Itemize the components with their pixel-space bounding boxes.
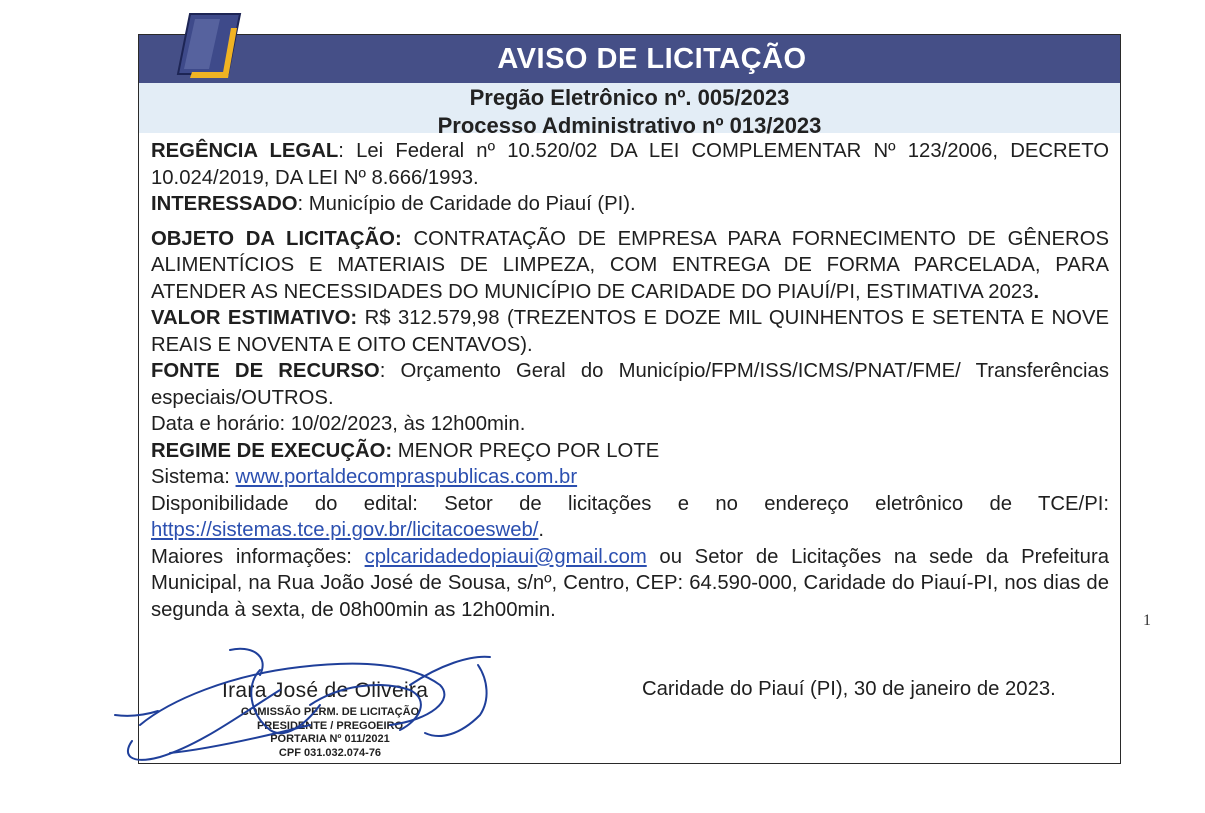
signatory-name: Irara José de Oliveira <box>222 679 429 702</box>
signatory-line: PORTARIA Nº 011/2021 <box>270 733 390 745</box>
notice-title: AVISO DE LICITAÇÃO <box>139 35 1120 83</box>
email-link[interactable]: cplcaridadedopiaui@gmail.com <box>364 545 647 568</box>
objeto-end: . <box>1033 280 1040 303</box>
valor-estimativo <box>151 305 1109 358</box>
page-number: 1 <box>1143 612 1151 629</box>
signatory-line: PRESIDENTE / PREGOEIRO <box>256 719 404 732</box>
objeto-text: CONTRATAÇÃO DE EMPRESA PARA FORNECIMENTO DE GÊNEROS ALIMENTÍCIOS E MATERIAIS DE LIMPEZA, COM ENTREGA DE FORMA PARCELADA, PARA ATENDER AS NECESSIDADES DO MUNICÍPIO DE CARIDADE DO PIAUÍ/PI, ESTIMATIVA 2023 <box>151 227 1109 303</box>
fonte-recurso <box>151 358 1109 411</box>
disponibilidade-edital <box>151 491 1109 544</box>
sistema-label: Sistema: <box>151 466 236 488</box>
interessado-label: INTERESSADO <box>151 193 298 215</box>
sistema-link[interactable]: www.portaldecompraspublicas.com.br <box>235 466 578 488</box>
signatory-line: CPF 031.032.074-76 <box>278 746 382 759</box>
regime-label: REGIME DE EXECUÇÃO: <box>151 439 393 462</box>
interessado-text: : Município de Caridade do Piauí (PI). <box>297 193 636 215</box>
processo-number: Processo Administrativo nº 013/2023 <box>437 113 822 138</box>
maiores-informacoes <box>151 544 1109 624</box>
objeto-licitacao <box>151 226 1109 306</box>
pregao-number: Pregão Eletrônico nº. 005/2023 <box>469 85 790 110</box>
maiores-label: Maiores informações: <box>151 545 365 568</box>
tce-link[interactable]: https://sistemas.tce.pi.gov.br/licitacoesweb/ <box>151 519 539 541</box>
regime-text: MENOR PREÇO POR LOTE <box>392 439 660 462</box>
maiores-text: ou Setor de Licitações na sede da Prefeitura Municipal, na Rua João José de Sousa, s/nº, Centro, CEP: 64.590-000, Caridade do Piauí-PI, nos dias de segunda à sexta, de 08h00min as 12h00min. <box>151 545 1109 621</box>
valor-text: R$ 312.579,98 (TREZENTOS E DOZE MIL QUINHENTOS E SETENTA E NOVE REAIS E NOVENTA E OITO CENTAVOS). <box>151 307 1110 356</box>
sistema <box>151 464 1109 491</box>
dateline: Caridade do Piauí (PI), 30 de janeiro de 2023. <box>642 678 1056 700</box>
notice-body <box>151 138 1109 623</box>
data-horario: Data e horário: 10/02/2023, às 12h00min. <box>151 413 526 435</box>
regencia-label: REGÊNCIA LEGAL <box>151 140 339 162</box>
objeto-label: OBJETO DA LICITAÇÃO: <box>151 227 402 250</box>
regime-execucao <box>151 438 1109 465</box>
fonte-label: FONTE DE RECURSO <box>151 360 380 382</box>
regencia-legal <box>151 138 1109 191</box>
valor-label: VALOR ESTIMATIVO: <box>151 307 358 329</box>
regencia-text: : Lei Federal nº 10.520/02 DA LEI COMPLEMENTAR Nº 123/2006, DECRETO 10.024/2019, DA LEI Nº 8.666/1993. <box>151 140 1109 189</box>
disponibilidade-text: Disponibilidade do edital: Setor de licitações e no endereço eletrônico de TCE/PI: <box>151 492 1109 515</box>
interessado <box>151 191 1109 218</box>
signatory-line: COMISSÃO PERM. DE LICITAÇÃO <box>240 706 420 718</box>
fonte-text: : Orçamento Geral do Município/FPM/ISS/ICMS/PNAT/FME/ Transferências especiais/OUTROS. <box>151 360 1109 409</box>
signatory-title-block <box>218 706 442 760</box>
disponibilidade-end: . <box>538 519 545 541</box>
municipal-logo-icon <box>176 12 248 80</box>
